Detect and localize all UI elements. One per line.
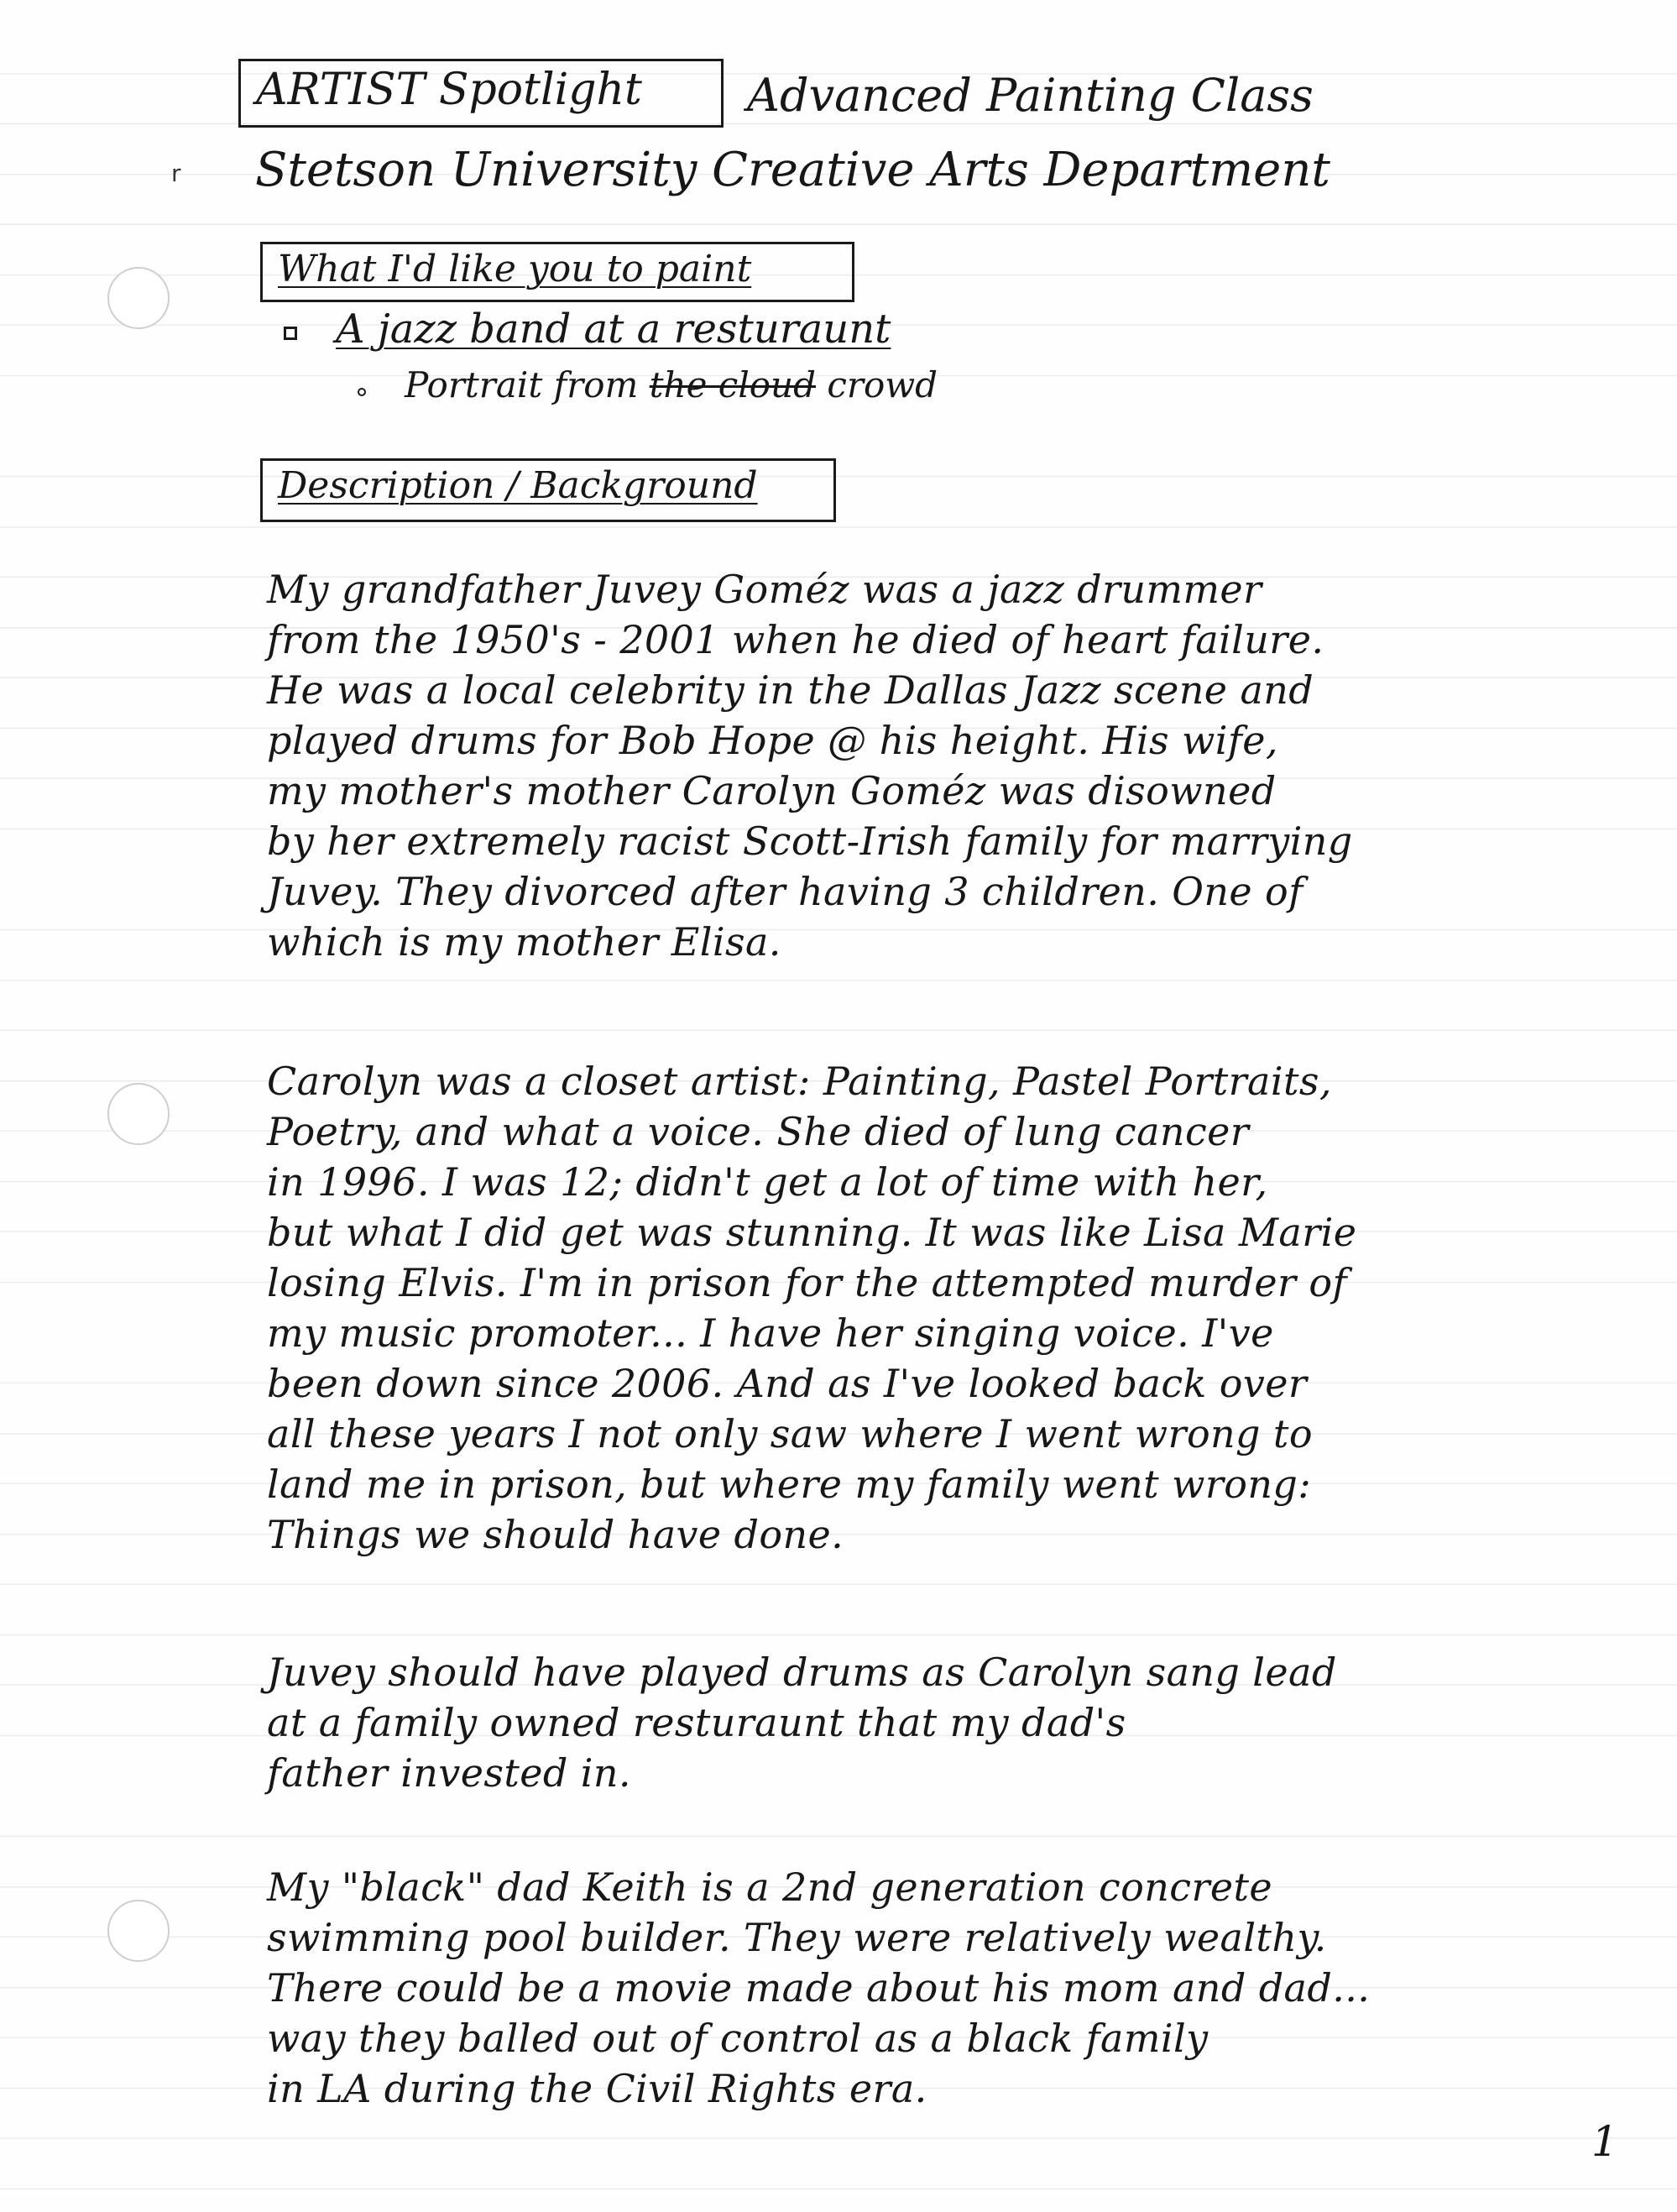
binder-hole-middle	[107, 1083, 170, 1145]
paragraph-line: My grandfather Juvey Goméz was a jazz drummer	[267, 567, 1262, 612]
paragraph-line: Carolyn was a closet artist: Painting, Pastel Portraits,	[267, 1059, 1332, 1104]
paragraph-line: Poetry, and what a voice. She died of lung cancer	[267, 1109, 1250, 1154]
margin-mark: r	[171, 159, 181, 187]
paragraph-line: Juvey should have played drums as Carolyn sang lead	[267, 1650, 1337, 1695]
paint-request-subitem	[405, 364, 938, 405]
background-paragraph-4	[267, 1862, 1370, 2114]
paragraph-line: at a family owned resturaunt that my dad's	[267, 1700, 1126, 1745]
paragraph-line: My "black" dad Keith is a 2nd generation concrete	[267, 1864, 1272, 1910]
paragraph-line: Things we should have done.	[267, 1512, 844, 1557]
paint-request-item: A jazz band at a resturaunt	[336, 306, 891, 353]
paragraph-line: my music promoter... I have her singing voice. I've	[267, 1310, 1274, 1356]
paragraph-line: Juvey. They divorced after having 3 children. One of	[267, 869, 1303, 914]
paint-request-heading-box	[260, 242, 854, 302]
subitem-struck-text: the cloud	[649, 364, 816, 405]
page-number: 1	[1591, 2117, 1618, 2166]
paragraph-line: in 1996. I was 12; didn't get a lot of time with her,	[267, 1159, 1268, 1205]
binder-hole-top	[107, 267, 170, 329]
paint-request-heading: What I'd like you to paint	[278, 248, 752, 290]
subitem-text-before: Portrait from	[405, 364, 639, 405]
paragraph-line: He was a local celebrity in the Dallas Jazz scene and	[267, 667, 1314, 713]
background-paragraph-3	[267, 1647, 1337, 1798]
paragraph-line: been down since 2006. And as I've looked back over	[267, 1361, 1308, 1406]
binder-hole-bottom	[107, 1900, 170, 1962]
paragraph-line: played drums for Bob Hope @ his height. His wife,	[267, 718, 1278, 763]
background-heading: Description / Background	[278, 464, 758, 507]
background-heading-box	[260, 458, 836, 522]
paragraph-line: swimming pool builder. They were relatively wealthy.	[267, 1915, 1327, 1960]
paragraph-line: father invested in.	[267, 1750, 631, 1796]
paragraph-line: way they balled out of control as a black family	[267, 2016, 1209, 2061]
artist-spotlight-box	[238, 59, 724, 128]
background-paragraph-1	[267, 564, 1353, 967]
paragraph-line: from the 1950's - 2001 when he died of heart failure.	[267, 617, 1324, 662]
paragraph-line: losing Elvis. I'm in prison for the attempted murder of	[267, 1260, 1347, 1305]
paragraph-line: land me in prison, but where my family went wrong:	[267, 1462, 1312, 1507]
paragraph-line: by her extremely racist Scott-Irish family for marrying	[267, 818, 1353, 864]
paragraph-line: all these years I not only saw where I went wrong to	[267, 1411, 1313, 1456]
department-name: Stetson University Creative Arts Department	[255, 143, 1330, 197]
artist-spotlight-title: ARTIST Spotlight	[256, 65, 642, 115]
paragraph-line: which is my mother Elisa.	[267, 919, 781, 965]
checkbox-bullet	[284, 327, 297, 340]
paragraph-line: in LA during the Civil Rights era.	[267, 2066, 927, 2111]
paragraph-line: my mother's mother Carolyn Goméz was disowned	[267, 768, 1277, 813]
subitem-text-after: crowd	[827, 364, 938, 405]
paragraph-line: There could be a movie made about his mom and dad...	[267, 1965, 1371, 2011]
class-name: Advanced Painting Class	[747, 69, 1314, 122]
paragraph-line: but what I did get was stunning. It was like Lisa Marie	[267, 1210, 1357, 1255]
background-paragraph-2	[267, 1056, 1356, 1560]
sub-bullet	[358, 388, 366, 396]
